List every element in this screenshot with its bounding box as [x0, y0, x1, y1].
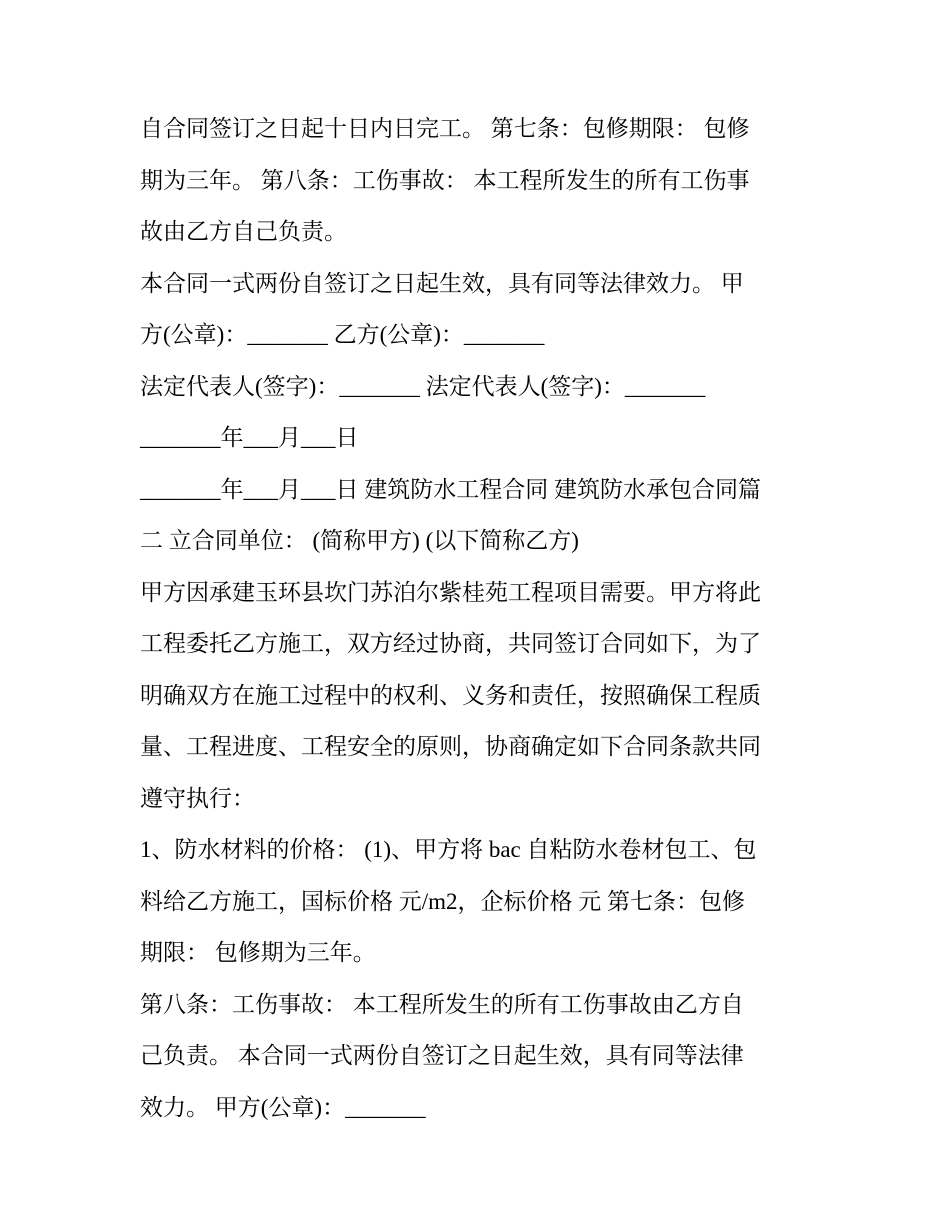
date-title-line: _______年___月___日 建筑防水工程合同 建筑防水承包合同篇 — [140, 476, 761, 502]
text-line: 料给乙方施工，国标价格 元/m2，企标价格 元 第七条：包修 — [140, 888, 746, 914]
contract-parties-line: 二 立合同单位： (简称甲方) (以下简称乙方) — [140, 528, 579, 553]
text-line: 量、工程进度、工程安全的原则，协商确定如下合同条款共同 — [140, 734, 761, 759]
text-line: 遵守执行： — [140, 785, 255, 811]
text-line: 期限： 包修期为三年。 — [140, 940, 376, 965]
text-line: 故由乙方自己负责。 — [140, 219, 347, 244]
contract-text-body — [140, 103, 815, 1133]
text-line: 己负责。 本合同一式两份自签订之日起生效，具有同等法律 — [140, 1043, 744, 1068]
date-line: _______年___月___日 — [140, 425, 359, 450]
text-line: 工程委托乙方施工，双方经过协商，共同签订合同如下，为了 — [140, 631, 761, 656]
text-line: 自合同签订之日起十日内日完工。 第七条：包修期限： 包修 — [140, 116, 750, 141]
signature-line-seal: 方(公章)：_______ 乙方(公章)：_______ — [140, 322, 545, 347]
text-line: 本合同一式两份自签订之日起生效，具有同等法律效力。 甲 — [140, 270, 744, 296]
text-line: 甲方因承建玉环县坎门苏泊尔紫桂苑工程项目需要。甲方将此 — [140, 579, 761, 605]
clause-price-line: 1、防水材料的价格： (1)、甲方将 bac 自粘防水卷材包工、包 — [140, 837, 757, 862]
text-line: 期为三年。 第八条：工伤事故： 本工程所发生的所有工伤事 — [140, 167, 750, 193]
signature-line-representative: 法定代表人(签字)：_______ 法定代表人(签字)：_______ — [140, 373, 706, 399]
clause-injury-line: 第八条：工伤事故： 本工程所发生的所有工伤事故由乙方自 — [140, 991, 744, 1017]
signature-line-seal: 效力。 甲方(公章)：_______ — [140, 1094, 426, 1120]
text-line: 明确双方在施工过程中的权利、义务和责任，按照确保工程质 — [140, 682, 761, 708]
